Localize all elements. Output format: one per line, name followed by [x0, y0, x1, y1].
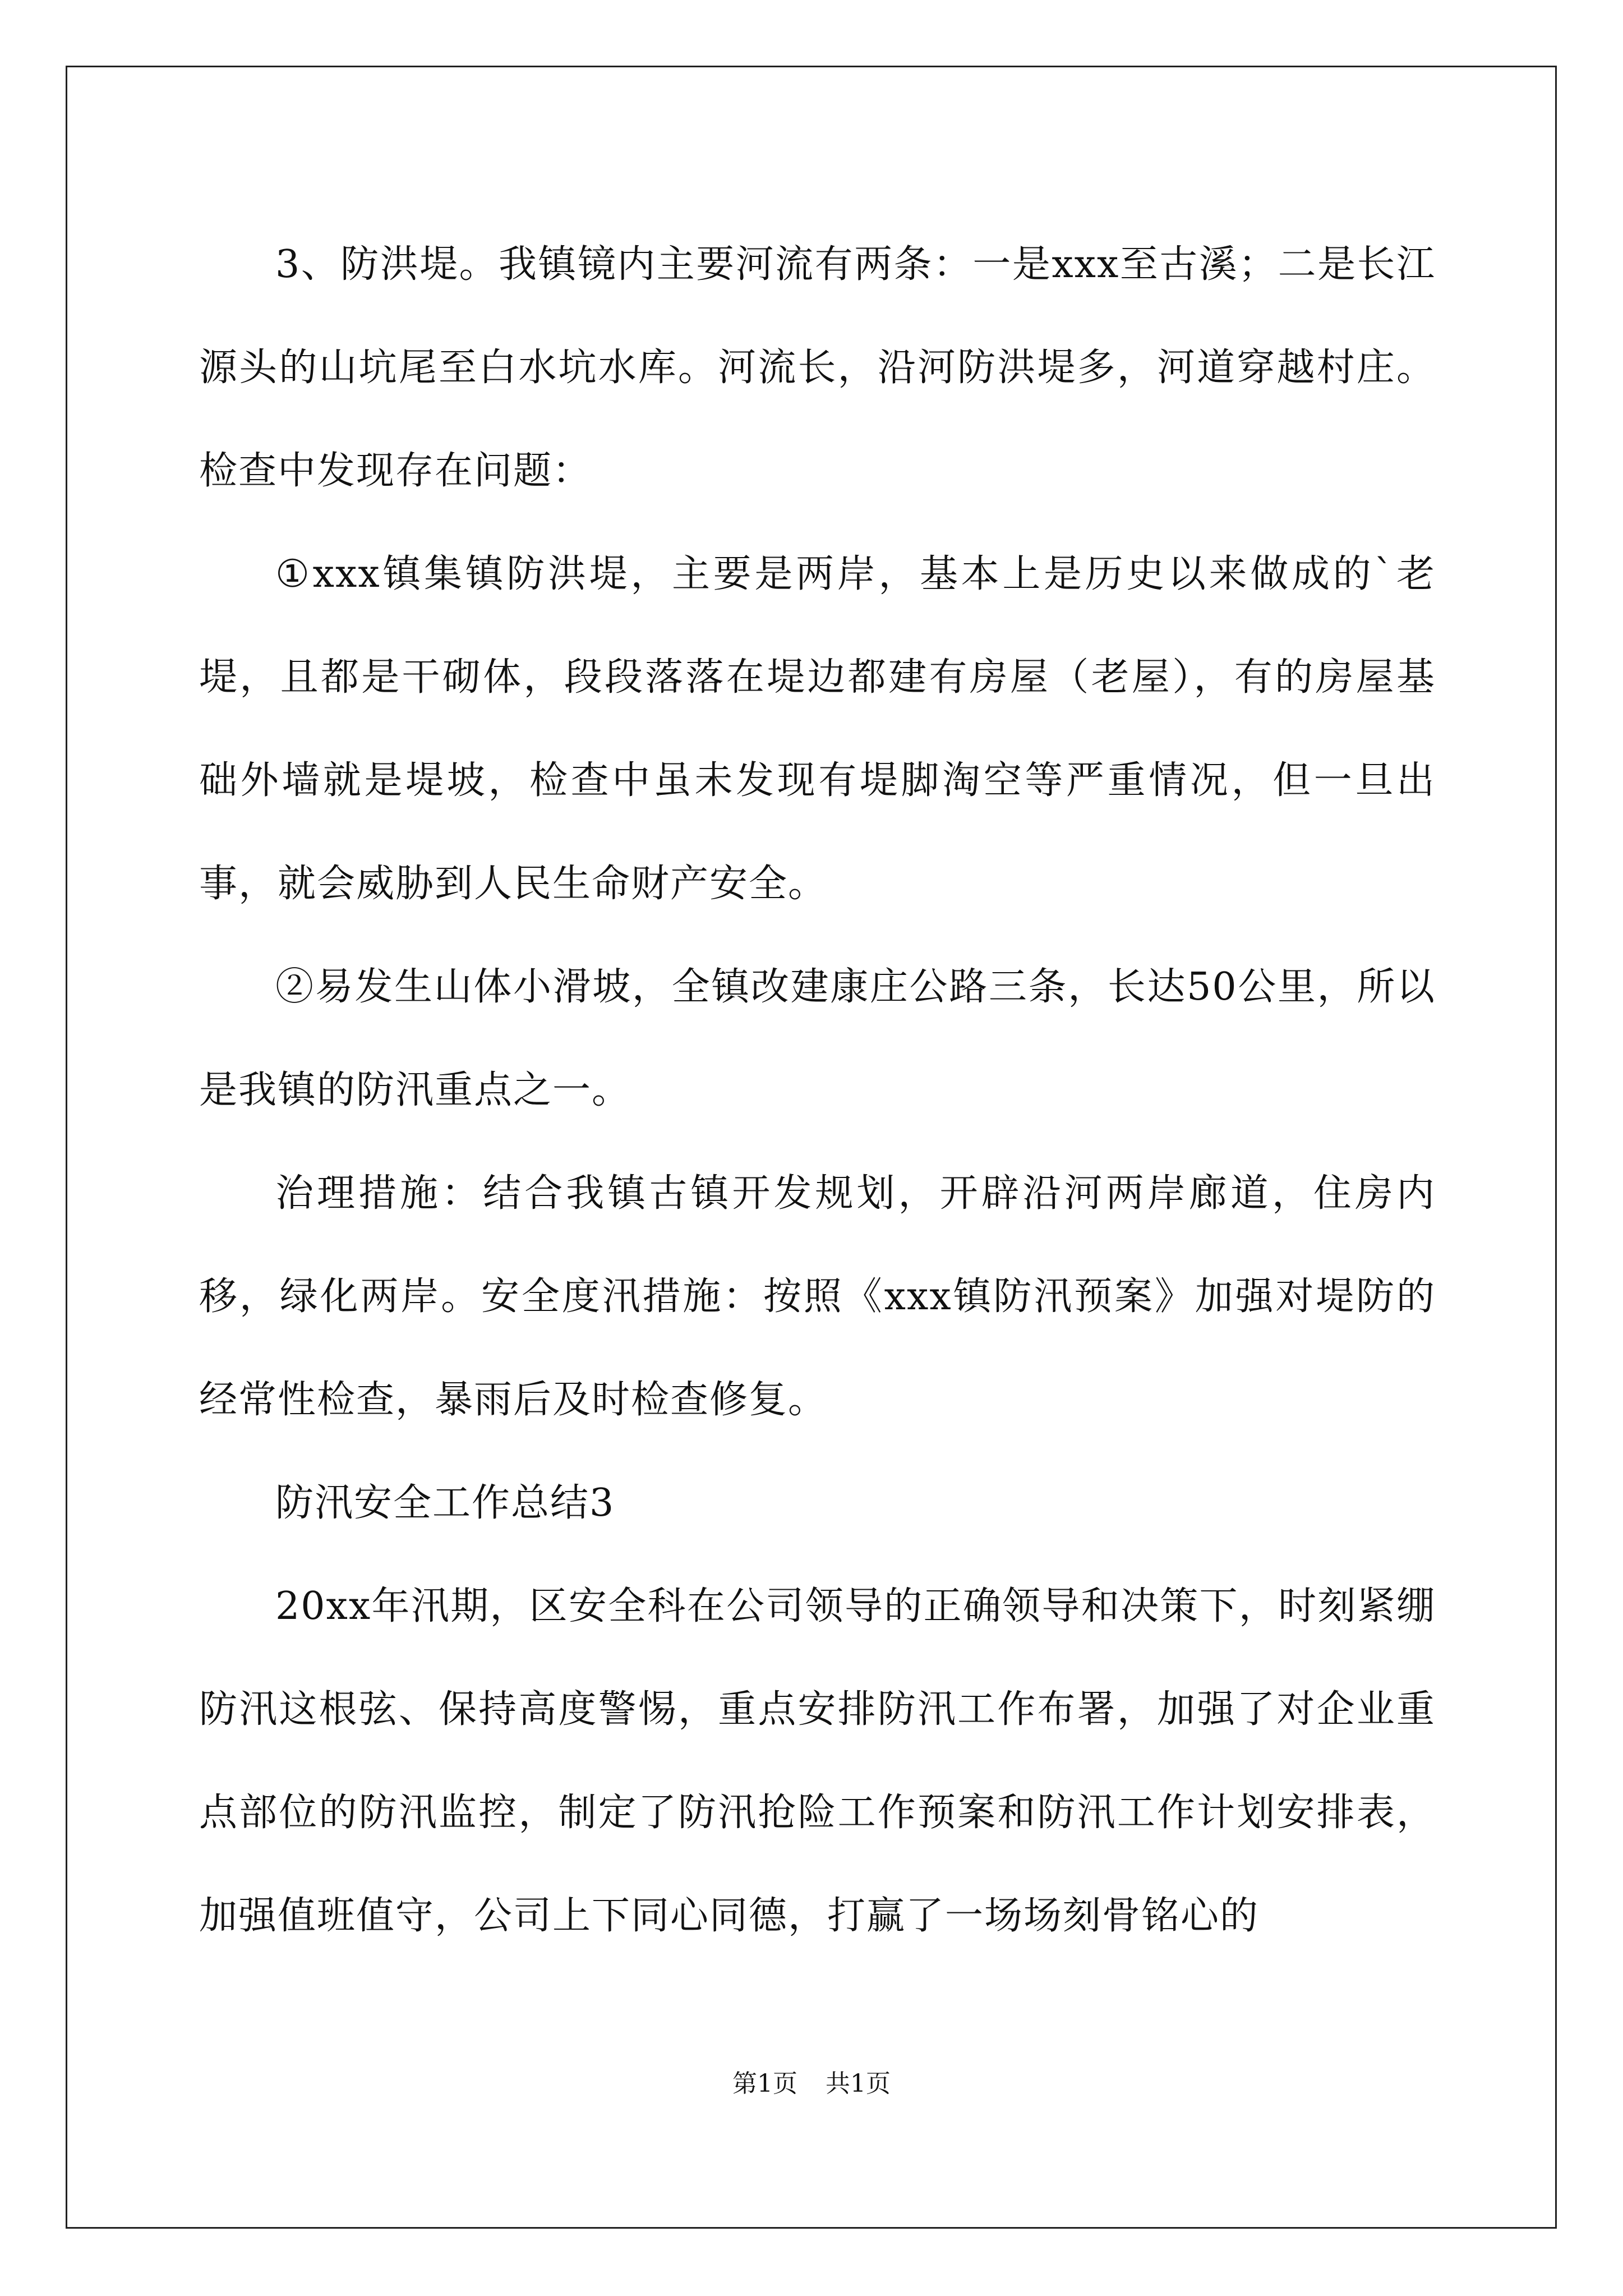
paragraph-flood-embankment: 3、防洪堤。我镇镜内主要河流有两条：一是xxx至古溪；二是长江源头的山坑尾至白水坑水库。河流长，沿河防洪堤多，河道穿越村庄。检查中发现存在问题：: [199, 242, 1436, 493]
paragraph-landslide: ②易发生山体小滑坡，全镇改建康庄公路三条，长达50公里，所以是我镇的防汛重点之一。: [199, 965, 1436, 1112]
paragraph-summary: 20xx年汛期，区安全科在公司领导的正确领导和决策下，时刻紧绷防汛这根弦、保持高度警惕，重点安排防汛工作布署，加强了对企业重点部位的防汛监控，制定了防汛抢险工作预案和防汛工作计划安排表，加强值班值守，公司上下同心同德，打赢了一场场刻骨铭心的: [199, 1584, 1436, 1938]
document-body: [199, 213, 1436, 1968]
paragraph-measures: 治理措施：结合我镇古镇开发规划，开辟沿河两岸廊道，住房内移，绿化两岸。安全度汛措施：按照《xxx镇防汛预案》加强对堤防的经常性检查，暴雨后及时检查修复。: [199, 1171, 1436, 1422]
section-title: 防汛安全工作总结3: [275, 1481, 615, 1525]
paragraph-town-embankment: ①xxx镇集镇防洪堤，主要是两岸，基本上是历史以来做成的`老堤，且都是干砌体，段段落落在堤边都建有房屋（老屋），有的房屋基础外墙就是堤坡，检查中虽未发现有堤脚淘空等严重情况，但一旦出事，就会威胁到人民生命财产安全。: [199, 552, 1436, 906]
page-number: 第1页: [732, 2069, 797, 2098]
total-pages: 共1页: [826, 2069, 891, 2098]
page-footer: [0, 2067, 1623, 2101]
